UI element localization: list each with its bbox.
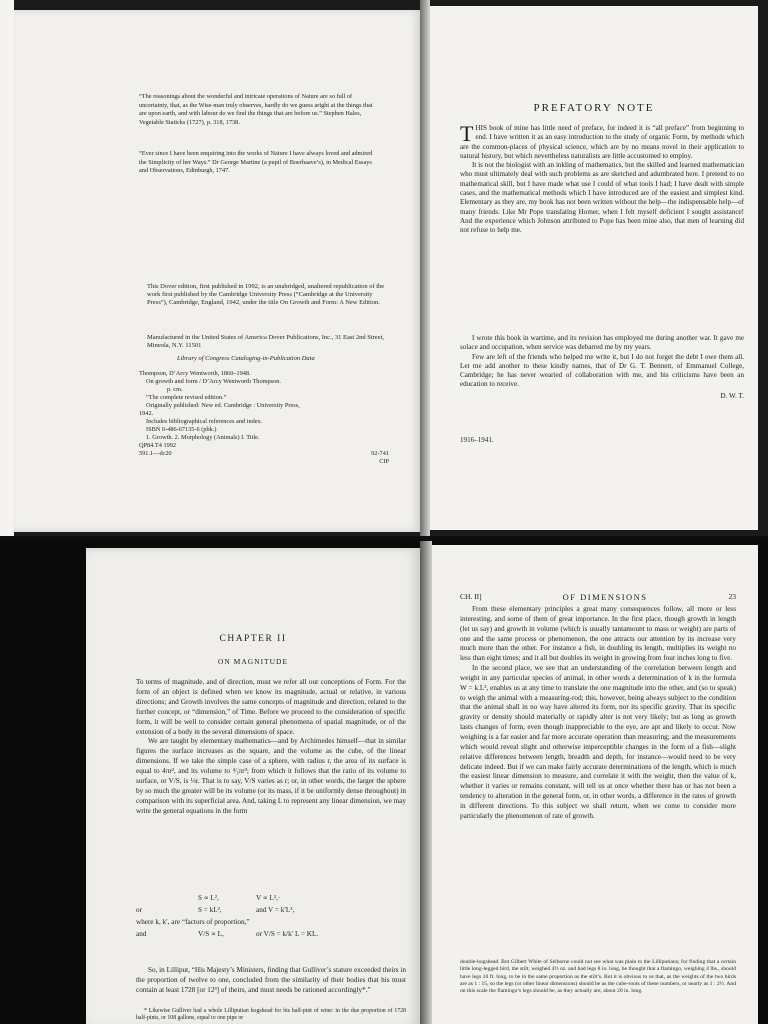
equation-surface: S ∝ L², [198, 894, 219, 902]
chapter-body-lilliput [136, 966, 406, 996]
equation-label: or [136, 906, 142, 914]
prefatory-title: PREFATORY NOTE [533, 102, 655, 114]
prefatory-paragraph-text: HIS book of mine has little need of preface, for indeed it is “all preface” from beginning to end. I have written it as an easy introduction to the study of organic Form, by methods which are the common-places of physical science, which are by no means novel in their application to natural history, but which nevertheless naturalists are little accustomed to employ. [460, 124, 744, 160]
epigraph-martine-text: “Ever since I have been enquiring into the works of Nature I have always loved and admired the Simplicity of her Ways.” Dr George Martine (a pupil of Boerhaave’s), in Medical Essays and Observations, Edinburgh, 1747. [139, 150, 373, 175]
cip-line: On growth and form / D’Arcy Wentworth Thompson. [146, 378, 281, 385]
chapter-footnote-text: * Likewise Gulliver had a whole Lilliputian hogshead for his half-pint of wine: in the due proportion of 1728 half-pints, or 108 gallons, equal to one pipe or [136, 1008, 406, 1022]
equation-volume-k: and V = k′L³, [256, 906, 295, 914]
cip-line: ISBN 0-486-67135-6 (pbk.) [146, 426, 217, 433]
prefatory-paragraph: I wrote this book in wartime, and its revision has employed me during another war. It gave me solace and occupation, when service was debarred me by my years. [460, 334, 744, 352]
chapter-footnote [136, 1008, 406, 1022]
prefatory-date: 1916–1941. [460, 436, 494, 444]
equation-row [136, 892, 406, 904]
edition-note-text: This Dover edition, first published in 1992, is an unabridged, unaltered republication of the work first published by the Cambridge University Press (“Cambridge at the University Press”), Cambridge, England, 1942, under the title On Growth and Form: A New Edition. [147, 283, 385, 307]
chapter-subtitle: ON MAGNITUDE [217, 657, 289, 666]
book-gutter [420, 541, 432, 1024]
cip-label: CIP [379, 458, 389, 465]
dimensions-body [460, 605, 736, 822]
page-number: 23 [728, 592, 736, 601]
equations [136, 892, 406, 940]
dimensions-footnote [460, 959, 736, 995]
running-header [460, 592, 736, 602]
equation-surface-k: S = kL², [198, 906, 222, 914]
chapter-paragraph: We are taught by elementary mathematics—and by Archimedes himself—that in similar figures the surface increases as the square, and the volume as the cube, of the linear dimensions. If we take the simple case of a sphere, with radius r, the area of its surface is equal to 4πr², and its volume to ⁴⁄₃πr³; from which it follows that the ratio of its volume to surface, or V/S, is ⅓r. That is to say, V/S varies as r; or, in other words, the larger the sphere by so much the greater will be its volume (or its mass, if it be uniformly dense throughout) in comparison with its superficial area. And, taking L to represent any linear dimension, we may write the general equations in the form [136, 737, 406, 815]
book-gutter [420, 0, 430, 536]
prefatory-paragraph [460, 121, 744, 161]
prefatory-paragraph: It is not the biologist with an inkling of mathematics, but the skilled and learned mathematician who must ultimately deal with such problems as are sketched and adumbrated here. I pretend to no mathematical skill, but I have made what use I could of what tools I had; I have dealt with simple cases, and the mathematical methods which I have introduced are of the easiest and simplest kind. Elementary as they are, my book has not been written without the help—the indispensable help—of many friends. Like Mr Pope translating Homer, when I felt myself deficient I sought assistance! And the experience which Johnson attributed to Pope has been mine also, that men of learning did not refuse to help me. [460, 161, 744, 235]
publisher-address [147, 334, 387, 350]
dimensions-page [432, 545, 758, 1024]
chapter-title: CHAPTER II [219, 634, 287, 644]
left-margin-strip [0, 0, 14, 536]
chapter-body [136, 678, 406, 817]
cip-line: 1942. [139, 410, 154, 417]
epigraph-martine [139, 150, 379, 176]
equation-label: and [136, 930, 147, 938]
copyright-page [14, 10, 420, 532]
chapter-paragraph: So, in Lilliput, “His Majesty’s Ministers, finding that Gulliver’s stature exceeded theirs in the proportion of twelve to one, concluded from the similarity of their bodies that his must contain at least 1728 [or 12³] of theirs, and must needs be rationed accordingly*.” [136, 966, 406, 994]
cip-line: Includes bibliographical references and index. [146, 418, 263, 425]
cip-record [139, 370, 389, 466]
cip-line: “The complete revised edition.” [146, 394, 227, 401]
chapter-page [86, 548, 420, 1024]
cip-heading: Library of Congress Cataloging-in-Publication Data [177, 355, 315, 362]
prefatory-body-end [460, 334, 744, 401]
publisher-address-text: Manufactured in the United States of America Dover Publications, Inc., 31 East 2nd Street, Mineola, N.Y. 11501 [147, 334, 385, 350]
equation-note: where k, k′, are “factors of proportion,” [136, 918, 250, 926]
cip-line: Thompson, D’Arcy Wentworth, 1860–1948. [139, 370, 251, 377]
cip-line: QP84.T4 1992 [139, 442, 177, 449]
edition-note [147, 283, 387, 308]
equation-volume: V ∝ L³,· [256, 894, 281, 902]
cip-line: Originally published: New ed. Cambridge : University Press, [146, 402, 300, 409]
cip-line [139, 450, 389, 458]
dimensions-footnote-text: double-hogshead. But Gilbert White of Selborne could not see what was plain to the Lilliputians; for finding that a certain little long-legged bird, the stilt, weighed 4½ oz. and had legs 8 in. long, he thought that a flamingo, weighing 4 lbs., should have legs 10 ft. long, to be in the same proportion as the stilt’s. But it is obvious to us that, as the weights of the two birds are as 1 : 15, so the legs (or other linear dimensions) should be as the cube-roots of these numbers, or nearly as 1 : 2½. And on this scale the flamingo’s legs should be, as they actually are, about 20 in. long. [460, 959, 736, 995]
equation-row [136, 904, 406, 916]
chapter-paragraph: To terms of magnitude, and of direction, must we refer all our conceptions of Form. For the form of an object is defined when we know its magnitude, actual or relative, in various directions; and Growth involves the same concepts of magnitude and direction, related to the further concept, or “dimension,” of Time. Before we proceed to the consideration of specific form, it will be well to consider certain general phenomena of spatial magnitude, or of the extension of a body in the several dimensions of space. [136, 678, 406, 736]
dimensions-paragraph: From these elementary principles a great many consequences follow, all more or less interesting, and some of them of great importance. In the first place, though growth in length (let us say) and growth in volume (which is usually tantamount to mass or weight) are parts of one and the same process or phenomenon, the one attracts our attention by its increase very much more than the other. For instance a fish, in doubling its length, multiplies its weight no less than eight times; and it all but doubles its weight in growing from four inches long to five. [460, 605, 736, 663]
cip-lccn: 92-741 [371, 450, 389, 457]
running-header-title: OF DIMENSIONS [562, 592, 648, 602]
prefatory-note-page [430, 6, 758, 530]
prefatory-paragraph: Few are left of the friends who helped me write it, but I do not forget the debt I owe them all. Let me add another to these kindly names, that of Dr G. T. Bennett, of Emmanuel College, Cambridge; he has never wearied of collaboration with me, and his criticisms have been an education to receive. [460, 352, 744, 389]
drop-cap: T [460, 121, 474, 146]
epigraph-hales [139, 93, 379, 127]
scan-bottom [0, 541, 768, 1024]
dimensions-paragraph: In the second place, we see that an understanding of the correlation between length and weight in any particular species of animal, in other words a determination of k in the formula W = k.L³, enables us at any time to translate the one magnitude into the other, and (so to speak) to weigh the animal with a measuring-rod; this, however, being always subject to the condition that the animal shall in no way have altered its form, nor its specific gravity. That its specific gravity or density should materially or rapidly alter is not very likely; but as long as growth lasts changes of form, even though inappreciable to the eye, are apt and likely to occur. Now weighing is a far easier and far more accurate operation than measuring; and the measurements which would reveal slight and otherwise imperceptible changes in the form of a fish—slight relative differences between length, breadth and depth, for instance—would need to be very delicate indeed. But if we can make fairly accurate determinations of the length, which is much the easiest linear dimension to measure, and correlate it with the weight, then the value of k, whether it varies or remains constant, will tell us at once whether there has or has not been a tendency to alteration in the general form, or, in other words, a difference in the rates of growth in different directions. To this subject we shall return, when we come to consider more particularly the phenomenon of rate of growth. [460, 664, 736, 820]
equation-ratio: V/S ∝ L, [198, 930, 224, 938]
cip-line: p. cm. [167, 386, 183, 393]
author-initials: D. W. T. [720, 391, 744, 400]
running-header-chapter: CH. II] [460, 592, 482, 601]
epigraph-hales-text: “The reasonings about the wonderful and intricate operations of Nature are so full of uncertainty, that, as the Wise-man truly observes, hardly do we guess aright at the things that are upon earth, and with labour do we find the things that are before us.” Stephen Hales, Vegetable Staticks (1727), p. 318, 1738. [139, 93, 373, 126]
equation-row [136, 928, 406, 940]
prefatory-body [460, 121, 744, 236]
cip-dewey: 591.1—dc20 [139, 450, 172, 457]
equation-ratio-k: or V/S = k/k′ L = KL. [256, 930, 319, 938]
prefatory-footer [460, 436, 744, 444]
cip-line: 1. Growth. 2. Morphology (Animals) I. Title. [146, 434, 260, 441]
